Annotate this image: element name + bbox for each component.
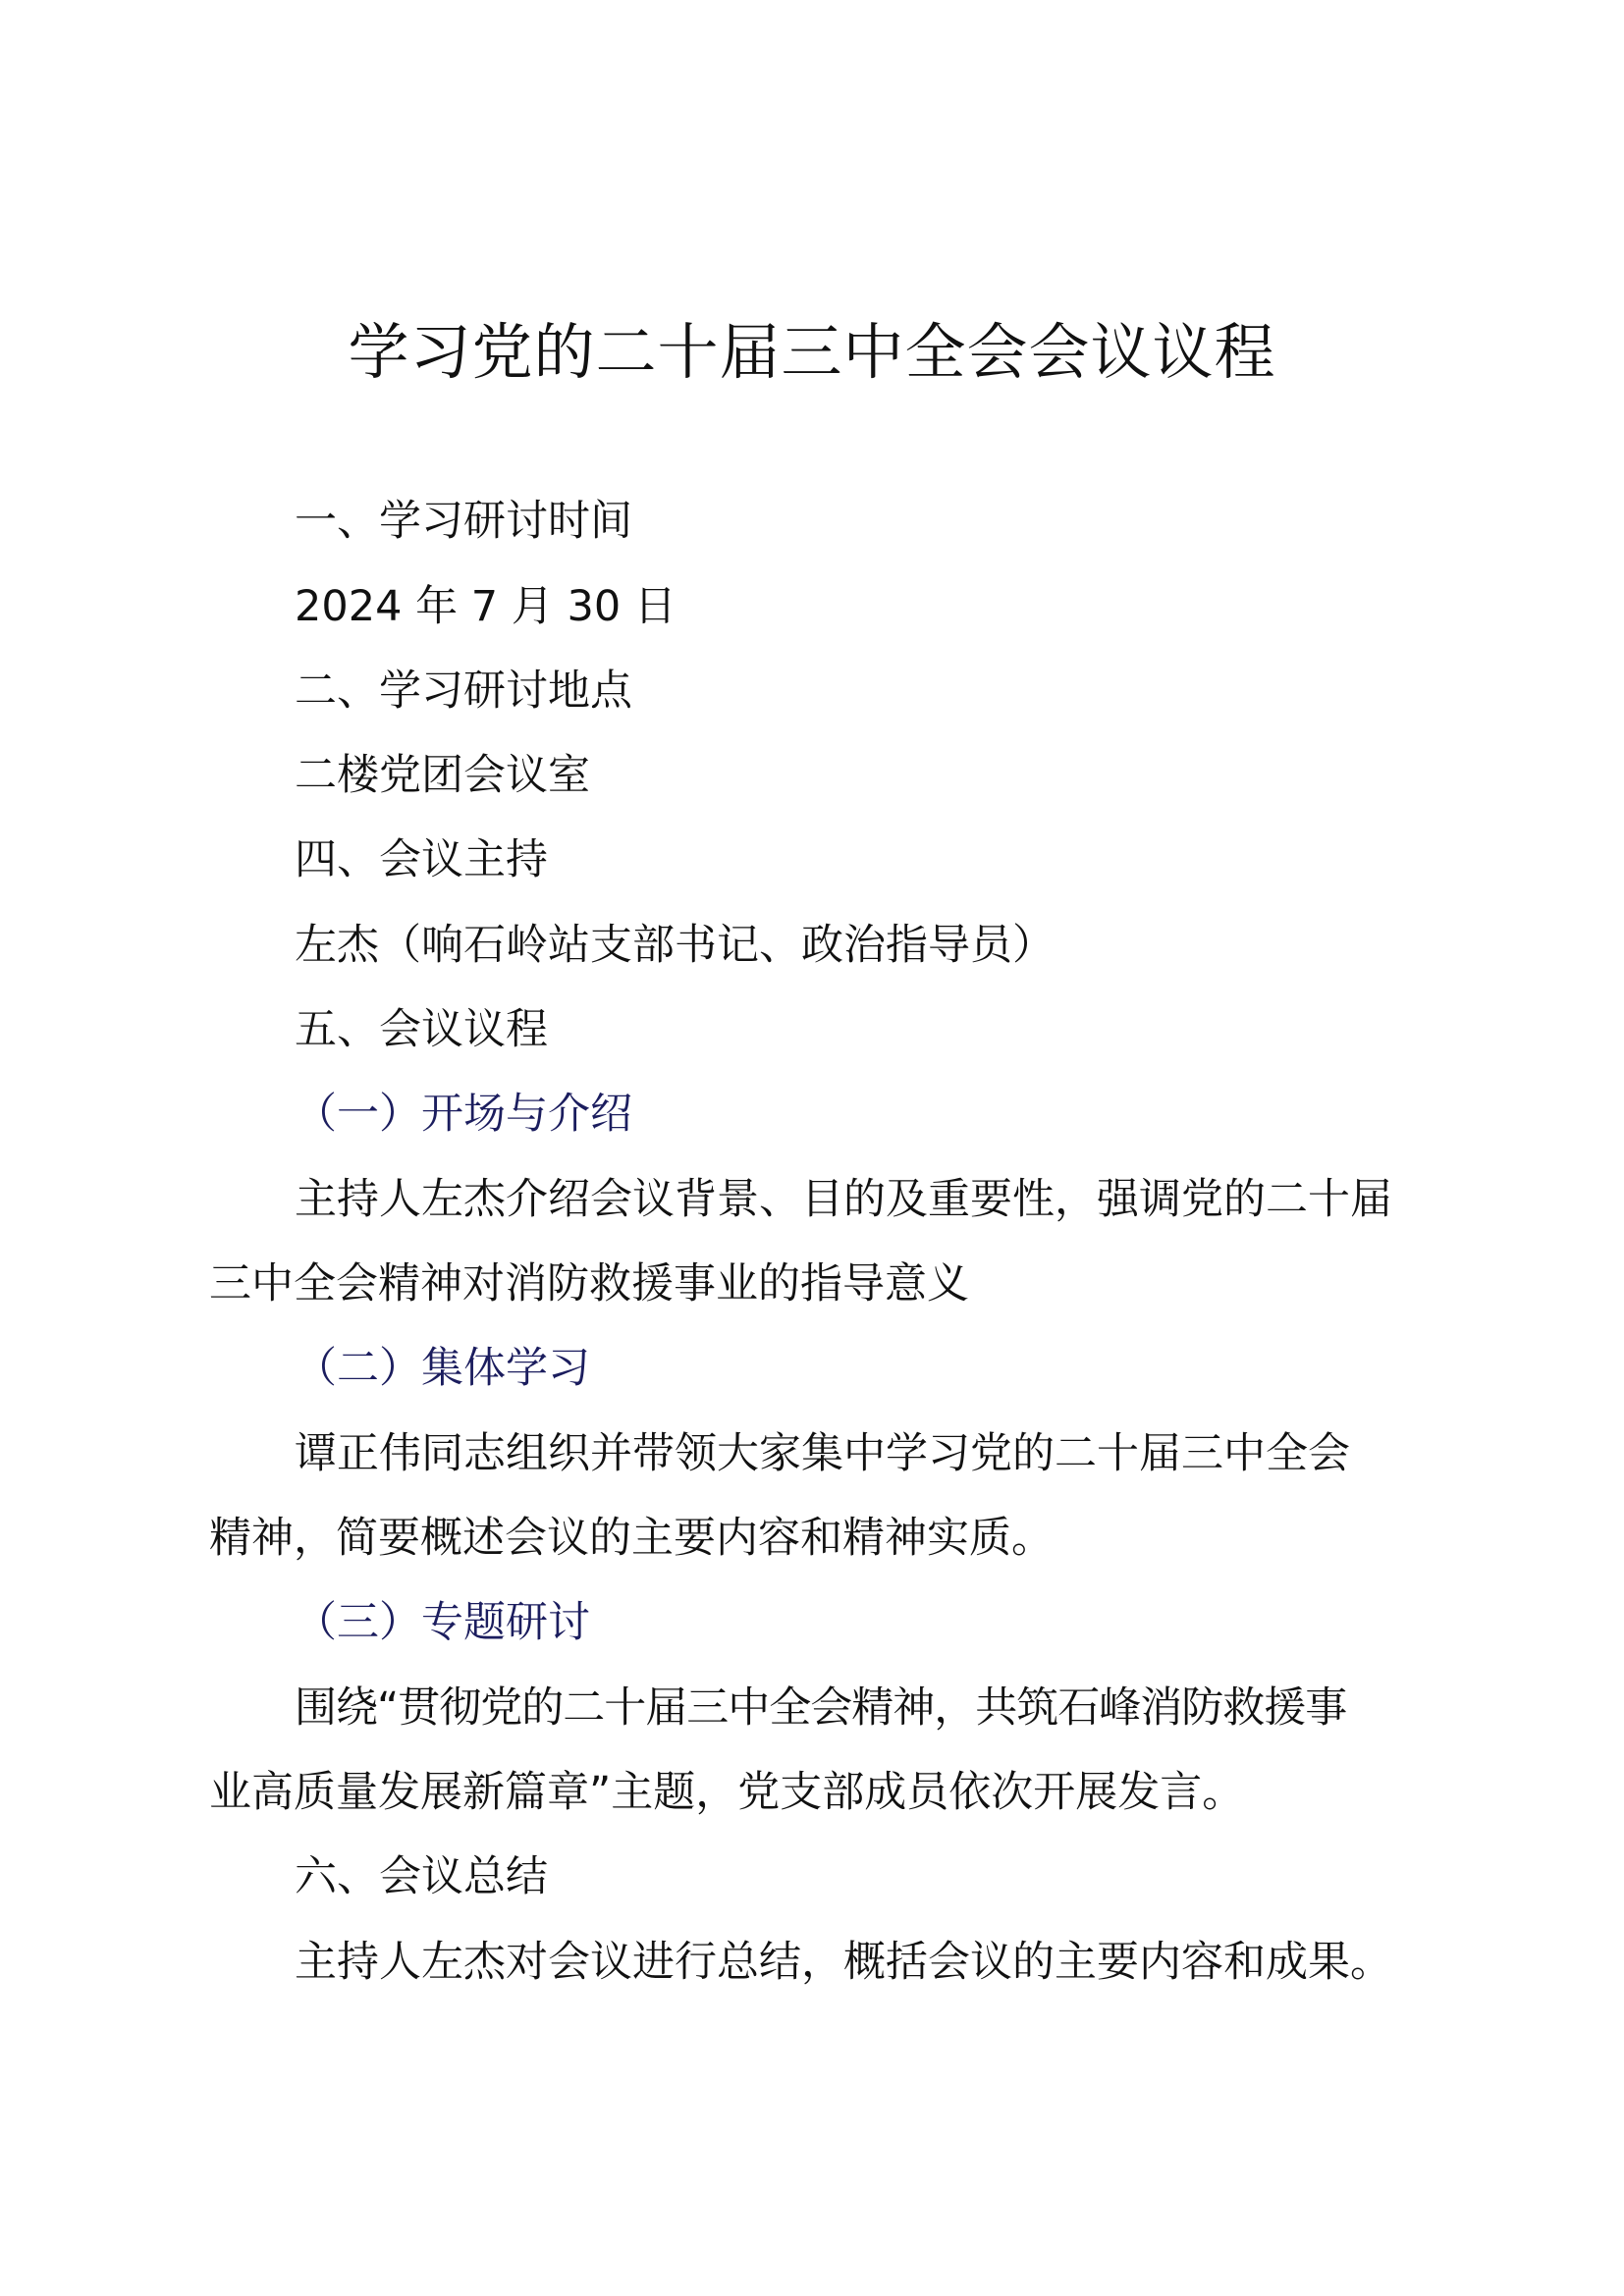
- document-title: 学习党的二十届三中全会会议议程: [348, 316, 1276, 388]
- agenda-discussion-line-1: 围绕“贯彻党的二十届三中全会精神，共筑石峰消防救援事: [295, 1683, 1347, 1733]
- section-heading-time: 一、学习研讨时间: [295, 497, 632, 546]
- section-heading-agenda: 五、会议议程: [295, 1005, 548, 1054]
- agenda-discussion-line-2: 业高质量发展新篇章”主题，党支部成员依次开展发言。: [209, 1768, 1245, 1817]
- agenda-opening-line-2: 三中全会精神对消防救援事业的指导意义: [209, 1259, 969, 1308]
- agenda-study-line-2: 精神，简要概述会议的主要内容和精神实质。: [209, 1514, 1054, 1563]
- section-heading-host: 四、会议主持: [295, 835, 548, 884]
- meeting-summary: 主持人左杰对会议进行总结，概括会议的主要内容和成果。: [295, 1938, 1392, 1987]
- meeting-place: 二楼党团会议室: [295, 751, 590, 800]
- agenda-subheading-opening: （一）开场与介绍: [295, 1090, 632, 1139]
- agenda-study-line-1: 谭正伟同志组织并带领大家集中学习党的二十届三中全会: [295, 1429, 1350, 1478]
- agenda-subheading-study: （二）集体学习: [295, 1344, 590, 1393]
- agenda-subheading-discussion: （三）专题研讨: [295, 1598, 590, 1647]
- meeting-date: 2024 年 7 月 30 日: [295, 582, 677, 631]
- section-heading-place: 二、学习研讨地点: [295, 667, 632, 716]
- meeting-host: 左杰（响石岭站支部书记、政治指导员）: [295, 921, 1055, 970]
- section-heading-summary: 六、会议总结: [295, 1852, 548, 1901]
- agenda-opening-line-1: 主持人左杰介绍会议背景、目的及重要性，强调党的二十届: [295, 1175, 1392, 1224]
